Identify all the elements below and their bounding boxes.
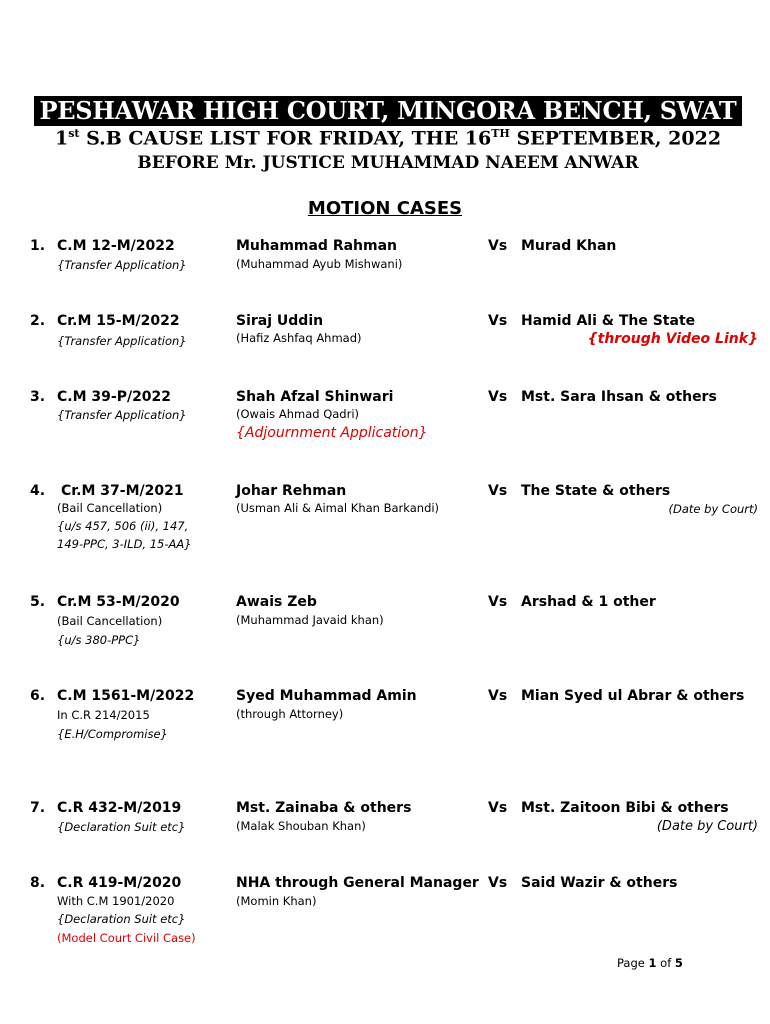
case-detail: (Bail Cancellation)	[57, 501, 163, 515]
case-note: (Date by Court)	[656, 819, 758, 834]
counsel: (Malak Shouban Khan)	[236, 819, 366, 833]
versus-label: Vs	[488, 875, 508, 891]
bench-heading: BEFORE Mr. JUSTICE MUHAMMAD NAEEM ANWAR	[137, 153, 639, 173]
petitioner: Awais Zeb	[236, 594, 317, 610]
counsel: (Hafiz Ashfaq Ahmad)	[236, 331, 362, 345]
case-id: Cr.M 37-M/2021	[61, 483, 184, 499]
petitioner: Syed Muhammad Amin	[236, 688, 417, 704]
case-number: 8.	[30, 875, 46, 891]
case-detail: {u/s 457, 506 (ii), 147,	[57, 519, 189, 533]
case-number: 7.	[30, 800, 46, 816]
case-detail: {Transfer Application}	[57, 334, 187, 348]
case-number: 5.	[30, 594, 46, 610]
petitioner: Muhammad Rahman	[236, 238, 398, 254]
case-id: C.M 39-P/2022	[57, 389, 172, 405]
case-number: 1.	[30, 238, 46, 254]
case-detail: {u/s 380-PPC}	[57, 633, 141, 647]
cause-list-date-suffix: TH	[491, 127, 510, 140]
petitioner: Johar Rehman	[236, 483, 347, 499]
petitioner: Siraj Uddin	[236, 313, 324, 329]
case-detail: {Transfer Application}	[57, 258, 187, 272]
petitioner: Shah Afzal Shinwari	[236, 389, 394, 405]
petitioner: Mst. Zainaba & others	[236, 800, 412, 816]
page-indicator	[617, 956, 683, 970]
cause-list-mid: S.B CAUSE LIST FOR FRIDAY, THE 16	[79, 127, 492, 150]
versus-label: Vs	[488, 483, 508, 499]
section-title: MOTION CASES	[307, 198, 463, 219]
case-id: C.M 12-M/2022	[57, 238, 175, 254]
cause-list-end: SEPTEMBER, 2022	[509, 127, 722, 150]
page-total: 5	[674, 956, 683, 970]
case-detail: {Transfer Application}	[57, 408, 187, 422]
respondent: Said Wazir & others	[521, 875, 678, 891]
counsel: (Muhammad Javaid khan)	[236, 613, 384, 627]
case-id: C.M 1561-M/2022	[57, 688, 195, 704]
versus-label: Vs	[488, 313, 508, 329]
case-number: 3.	[30, 389, 46, 405]
case-note: (Date by Court)	[668, 502, 758, 516]
versus-label: Vs	[488, 594, 508, 610]
respondent: Mst. Zaitoon Bibi & others	[521, 800, 729, 816]
of-word: of	[660, 956, 672, 970]
versus-label: Vs	[488, 389, 508, 405]
case-id: Cr.M 53-M/2020	[57, 594, 180, 610]
respondent: Mst. Sara Ihsan & others	[521, 389, 717, 405]
case-id: Cr.M 15-M/2022	[57, 313, 180, 329]
court-title: PESHAWAR HIGH COURT, MINGORA BENCH, SWAT	[34, 96, 742, 126]
model-court-note: (Model Court Civil Case)	[57, 931, 196, 945]
case-number: 2.	[30, 313, 46, 329]
case-id: C.R 419-M/2020	[57, 875, 182, 891]
versus-label: Vs	[488, 800, 508, 816]
case-detail: With C.M 1901/2020	[57, 894, 175, 908]
case-note: {through Video Link}	[587, 331, 758, 347]
respondent: Mian Syed ul Abrar & others	[521, 688, 745, 704]
case-detail: {Declaration Suit etc}	[57, 912, 186, 926]
page-word: Page	[617, 956, 645, 970]
counsel: (Muhammad Ayub Mishwani)	[236, 257, 403, 271]
respondent: Arshad & 1 other	[521, 594, 656, 610]
cause-list-heading	[34, 127, 742, 149]
versus-label: Vs	[488, 238, 508, 254]
page-current: 1	[648, 956, 657, 970]
case-number: 6.	[30, 688, 46, 704]
petitioner: NHA through General Manager	[236, 875, 479, 891]
counsel: (Owais Ahmad Qadri)	[236, 407, 360, 421]
cause-list-ordinal: 1	[54, 127, 69, 150]
case-id: C.R 432-M/2019	[57, 800, 182, 816]
counsel: (Momin Khan)	[236, 894, 317, 908]
counsel: (through Attorney)	[236, 707, 344, 721]
case-detail: In C.R 214/2015	[57, 708, 150, 722]
case-number: 4.	[30, 483, 46, 499]
case-detail: 149-PPC, 3-ILD, 15-AA}	[57, 537, 192, 551]
cause-list-ordinal-suffix: st	[68, 127, 80, 140]
versus-label: Vs	[488, 688, 508, 704]
case-detail: {E.H/Compromise}	[57, 727, 168, 741]
counsel: (Usman Ali & Aimal Khan Barkandi)	[236, 501, 440, 515]
case-detail: (Bail Cancellation)	[57, 614, 163, 628]
case-detail: {Declaration Suit etc}	[57, 820, 186, 834]
adjournment-note: {Adjournment Application}	[236, 425, 428, 441]
respondent: The State & others	[521, 483, 671, 499]
respondent: Hamid Ali & The State	[521, 313, 696, 329]
respondent: Murad Khan	[521, 238, 617, 254]
